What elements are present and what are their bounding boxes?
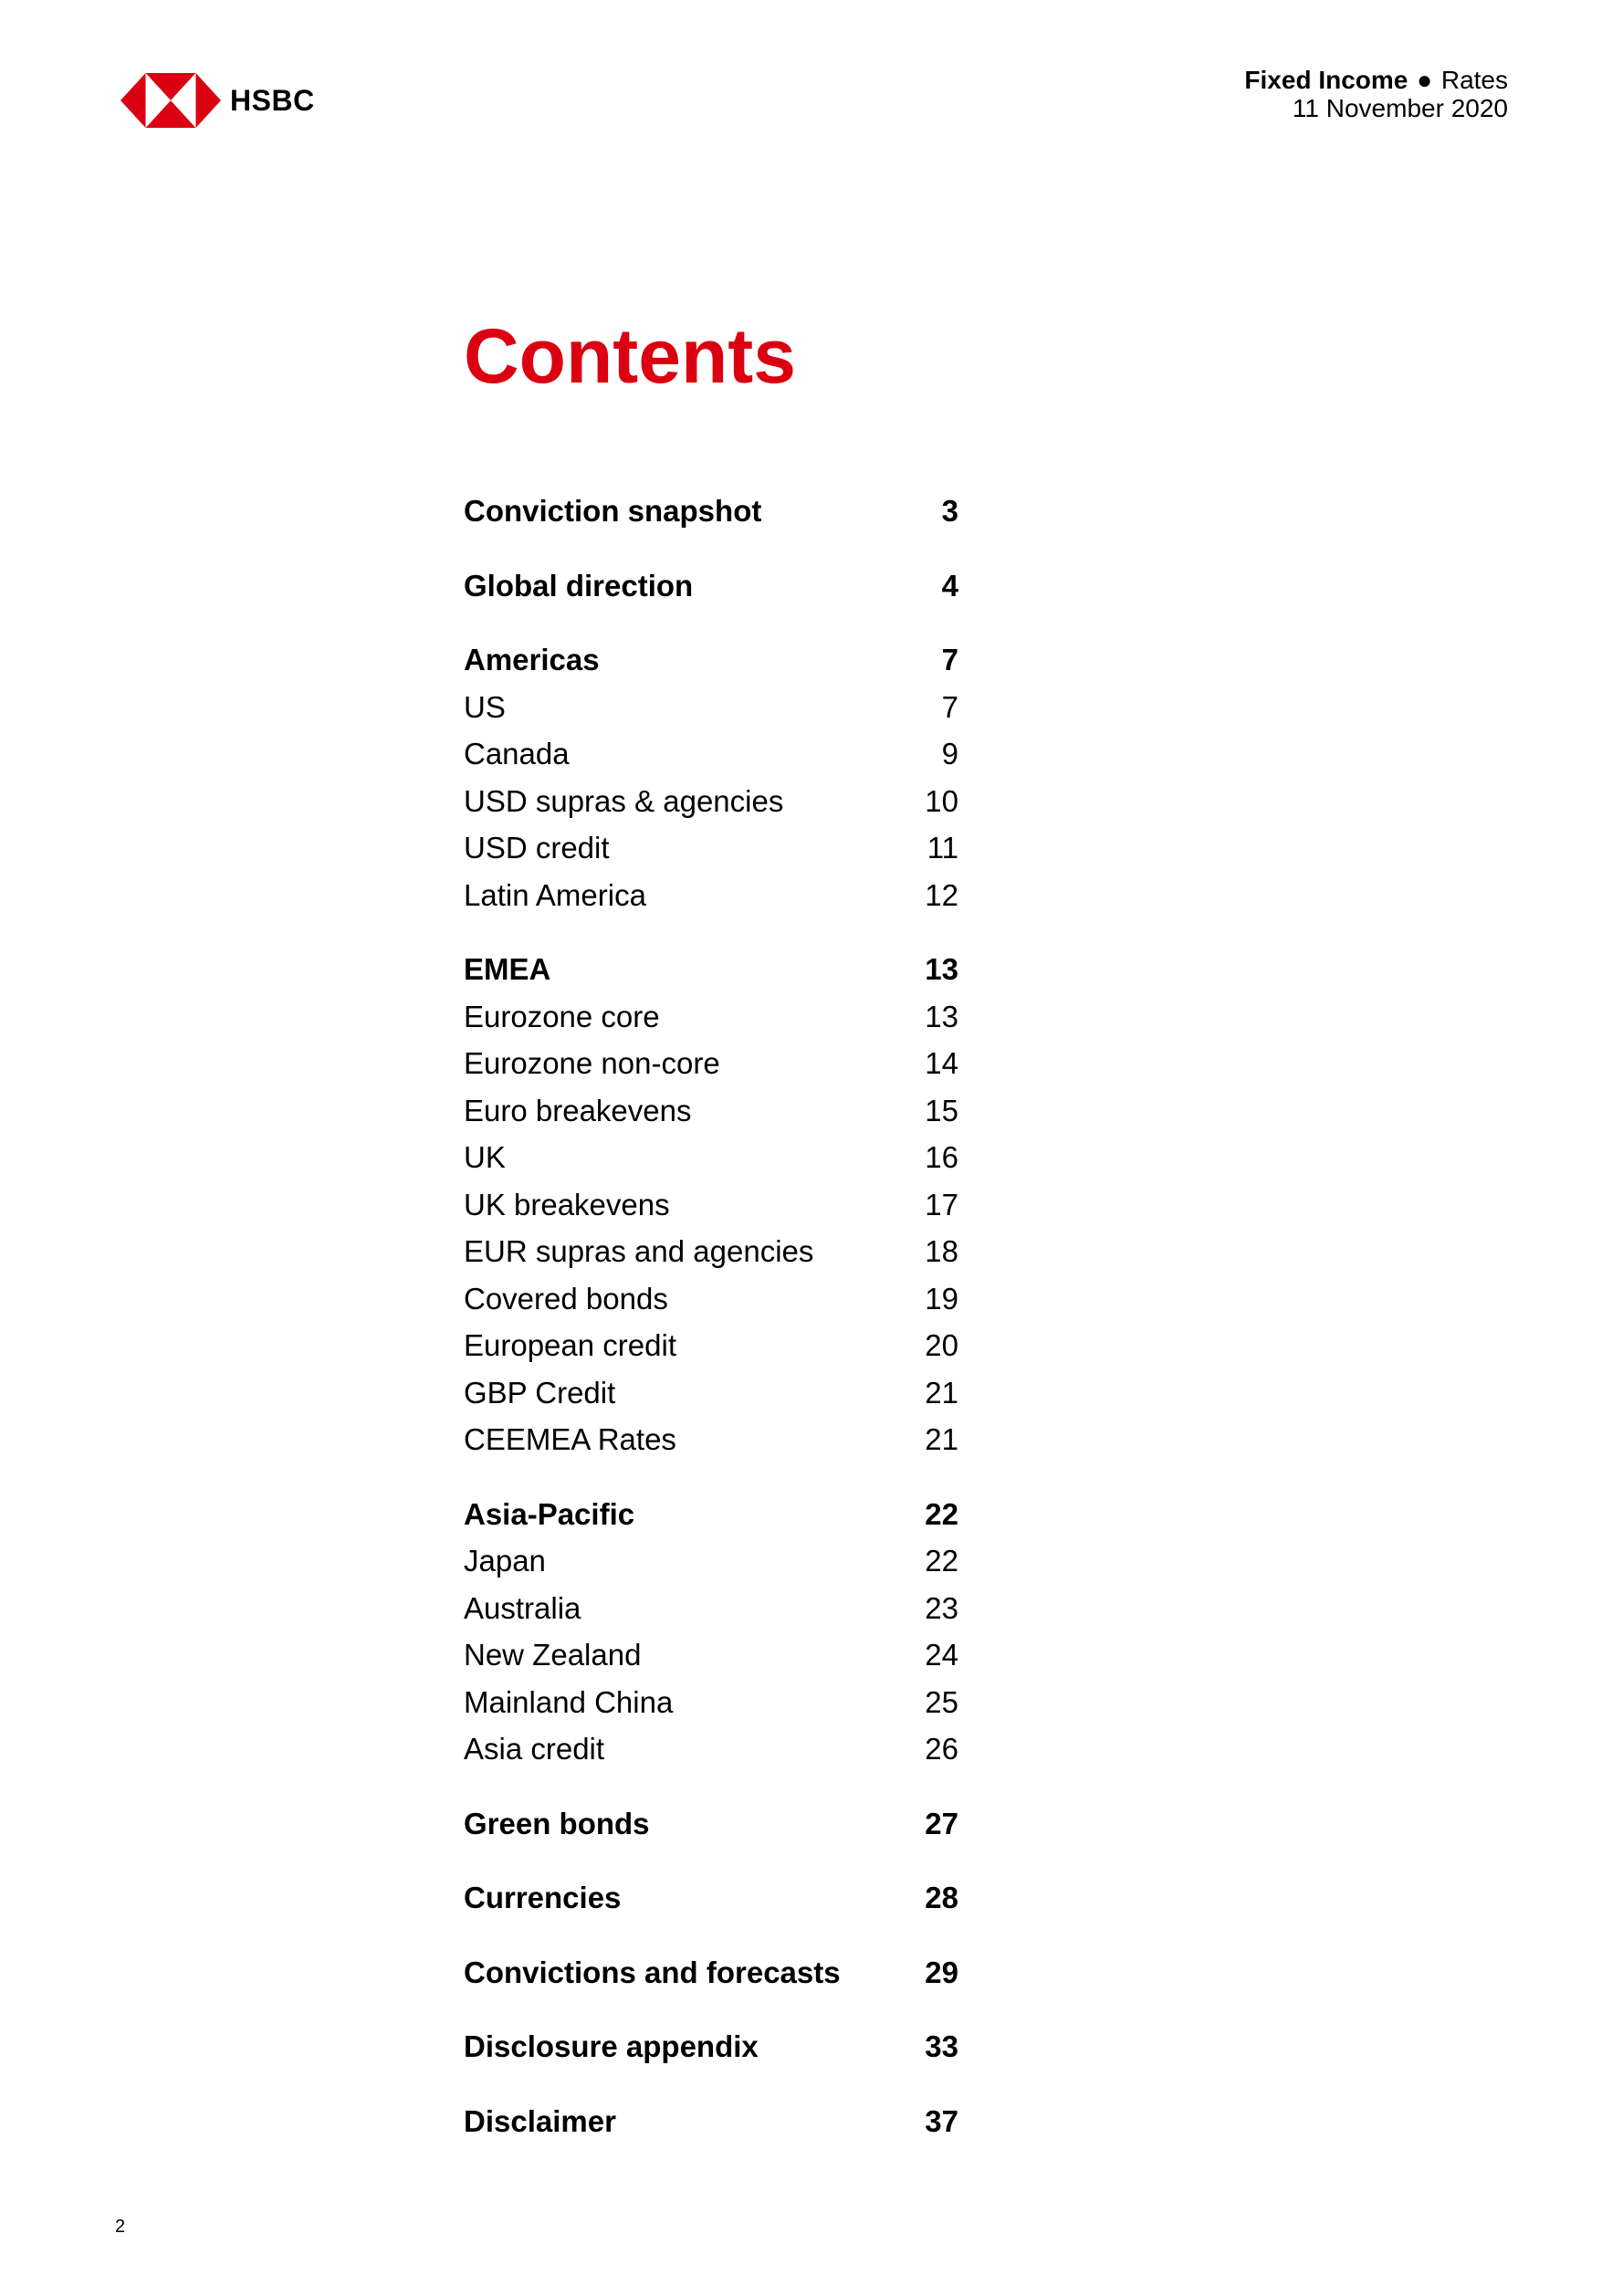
toc-page: 26 [925,1732,958,1766]
toc-entry-disclaimer[interactable] [464,2098,958,2145]
toc-page: 3 [941,494,958,528]
toc-entry-green-bonds[interactable] [464,1800,958,1848]
toc-label: Green bonds [464,1806,650,1840]
toc-label: GBP Credit [464,1375,616,1410]
toc-label: Japan [464,1544,546,1578]
toc-page: 17 [925,1187,958,1221]
toc-entry-currencies[interactable] [464,1874,958,1922]
toc-entry-ceemea-rates[interactable] [464,1416,958,1463]
toc-page: 21 [925,1375,958,1410]
toc-entry-european-credit[interactable] [464,1322,958,1369]
toc-entry-uk[interactable] [464,1134,958,1181]
toc-section-green-bonds [464,1800,958,1848]
toc-label: Covered bonds [464,1281,668,1316]
page-title: Contents [464,313,796,399]
toc-entry-euro-breakevens[interactable] [464,1087,958,1135]
toc-page: 7 [941,689,958,724]
toc-section-emea [464,946,958,1463]
toc-section-forecasts [464,1949,958,1997]
toc-page: 29 [925,1955,958,1989]
header-date: 11 November 2020 [1292,94,1508,122]
toc-entry-uk-breakevens[interactable] [464,1181,958,1229]
toc-page: 11 [927,831,958,865]
toc-label: Conviction snapshot [464,494,762,528]
toc-entry-covered-bonds[interactable] [464,1275,958,1323]
toc-entry-emea[interactable] [464,946,958,993]
toc-page: 18 [925,1234,958,1268]
toc-section-conviction [464,488,958,535]
toc-label: Australia [464,1590,581,1625]
toc-label: Americas [464,643,600,676]
header-series: Fixed Income [1244,66,1408,94]
hsbc-logo [120,73,315,128]
toc-page: 27 [925,1806,958,1840]
toc-page: 28 [925,1881,958,1914]
toc-section-disclaimer [464,2098,958,2145]
toc-label: New Zealand [464,1638,642,1672]
toc-label: Currencies [464,1881,622,1914]
toc-label: European credit [464,1328,676,1362]
toc-label: UK breakevens [464,1187,670,1221]
toc-entry-eur-supras-agencies[interactable] [464,1228,958,1275]
toc-page: 15 [925,1093,958,1127]
page-number: 2 [115,2217,126,2237]
toc-page: 25 [925,1684,958,1719]
toc-label: EMEA [464,952,551,986]
toc-label: Asia-Pacific [464,1496,635,1531]
toc-label: UK [464,1140,506,1174]
toc-label: US [464,689,506,724]
toc-label: USD credit [464,831,610,865]
toc-entry-conviction-snapshot[interactable] [464,488,958,535]
toc-entry-mainland-china[interactable] [464,1679,958,1726]
toc-page: 24 [925,1638,958,1672]
document-header [1244,66,1508,122]
header-topic: Rates [1440,66,1508,94]
toc-entry-latin-america[interactable] [464,872,958,919]
toc-page: 4 [941,568,958,603]
toc-label: Eurozone non-core [464,1046,720,1080]
toc-entry-usd-credit[interactable] [464,824,958,872]
toc-label: EUR supras and agencies [464,1234,814,1268]
toc-entry-australia[interactable] [464,1585,958,1632]
toc-page: 33 [925,2029,958,2063]
toc-label: CEEMEA Rates [464,1422,676,1456]
toc-page: 10 [925,783,958,818]
toc-entry-usd-supras-agencies[interactable] [464,778,958,825]
toc-label: Euro breakevens [464,1093,692,1127]
toc-entry-japan[interactable] [464,1537,958,1585]
toc-section-currencies [464,1874,958,1922]
toc-page: 37 [925,2103,958,2138]
toc-section-global [464,562,958,610]
toc-label: Mainland China [464,1684,674,1719]
toc-entry-asia-credit[interactable] [464,1725,958,1773]
hsbc-hexagon-logo-icon [120,73,221,128]
toc-label: USD supras & agencies [464,783,784,818]
toc-entry-new-zealand[interactable] [464,1631,958,1679]
toc-entry-eurozone-core[interactable] [464,993,958,1041]
toc-page: 13 [925,999,958,1033]
toc-section-asia-pacific [464,1491,958,1773]
toc-page: 14 [925,1046,958,1080]
toc-entry-eurozone-non-core[interactable] [464,1040,958,1087]
toc-section-americas [464,636,958,918]
toc-page: 21 [925,1422,958,1456]
toc-label: Eurozone core [464,999,660,1033]
toc-page: 23 [925,1590,958,1625]
toc-entry-convictions-forecasts[interactable] [464,1949,958,1997]
toc-label: Disclaimer [464,2103,616,2138]
header-series-line [1244,66,1508,94]
toc-page: 19 [925,1281,958,1316]
toc-page: 16 [925,1140,958,1174]
toc-entry-canada[interactable] [464,730,958,778]
toc-entry-gbp-credit[interactable] [464,1369,958,1417]
toc-entry-global-direction[interactable] [464,562,958,610]
toc-label: Canada [464,737,570,771]
toc-page: 7 [941,643,958,676]
toc-section-disclosure [464,2023,958,2071]
bullet-icon: ● [1417,66,1433,94]
toc-label: Disclosure appendix [464,2029,759,2063]
toc-page: 13 [925,952,958,986]
table-of-contents [464,488,958,2172]
brand-name: HSBC [230,83,315,117]
toc-entry-disclosure-appendix[interactable] [464,2023,958,2071]
toc-entry-americas[interactable] [464,636,958,684]
toc-label: Latin America [464,877,646,912]
toc-page: 12 [925,877,958,912]
toc-label: Global direction [464,568,694,603]
toc-label: Asia credit [464,1732,605,1766]
toc-page: 22 [925,1544,958,1578]
toc-label: Convictions and forecasts [464,1955,841,1989]
toc-entry-us[interactable] [464,684,958,731]
toc-entry-asia-pacific[interactable] [464,1491,958,1538]
toc-page: 9 [941,737,958,771]
toc-page: 20 [925,1328,958,1362]
toc-page: 22 [925,1496,958,1531]
